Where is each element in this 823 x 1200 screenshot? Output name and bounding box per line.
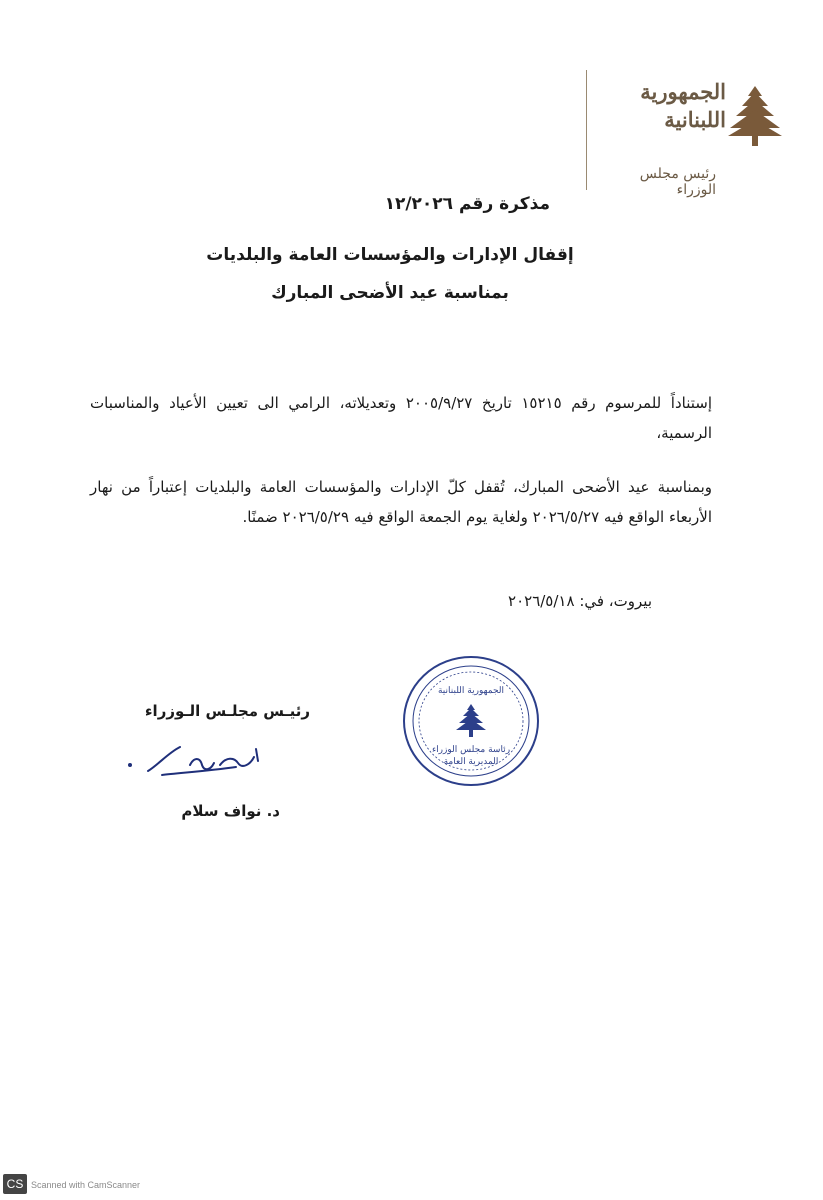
- letterhead: [586, 70, 786, 198]
- place-date: بيروت، في: ٢٠٢٦/٥/١٨: [508, 592, 652, 610]
- office-subtitle: رئيس مجلس الوزراء: [639, 166, 716, 198]
- letterhead-divider: [586, 70, 587, 190]
- stamp-bottom-text: [402, 744, 540, 768]
- memo-paragraph-2: وبمناسبة عيد الأضحى المبارك، تُقفل كلّ الإدارات والمؤسسات العامة والبلديات إعتباراً من نهار الأربعاء الواقع فيه ٢٠٢٦/٥/٢٧ ولغاية يوم الجمعة الواقع فيه ٢٠٢٦/٥/٢٩ ضمنًا.: [90, 478, 712, 526]
- scanner-watermark-text: Scanned with CamScanner: [31, 1180, 141, 1190]
- stamp-cedar-icon: [456, 704, 486, 737]
- memo-title-line-1: إقفال الإدارات والمؤسسات العامة والبلديات: [206, 245, 574, 265]
- signatory-name: د. نواف سلام: [181, 802, 280, 820]
- stamp-bottom-line-2: المديرية العامة: [443, 757, 499, 767]
- memo-paragraph-1: إستناداً للمرسوم رقم ١٥٢١٥ تاريخ ٢٠٠٥/٩/٢٧ وتعديلاته، الرامي الى تعيين الأعياد والمناسبات الرسمية،: [90, 394, 712, 442]
- memo-number: مذكرة رقم ١٢/٢٠٢٦: [384, 194, 550, 214]
- cedar-logo-icon: [726, 84, 784, 148]
- republic-title: [596, 78, 726, 134]
- official-stamp: [402, 652, 540, 790]
- signatory-title: رئيـس مجلـس الـوزراء: [144, 702, 310, 720]
- stamp-rings-icon: [402, 652, 540, 790]
- stamp-top-text: الجمهورية اللبنانية: [437, 686, 505, 696]
- handwritten-signature: [118, 735, 268, 785]
- republic-line-2: اللبنانية: [664, 107, 726, 132]
- republic-line-1: الجمهورية: [640, 79, 726, 104]
- memo-title-line-2: بمناسبة عيد الأضحى المبارك: [271, 283, 509, 303]
- stamp-bottom-line-1: رئاسة مجلس الوزراء: [431, 745, 511, 755]
- camscanner-logo-icon: CS: [3, 1174, 27, 1194]
